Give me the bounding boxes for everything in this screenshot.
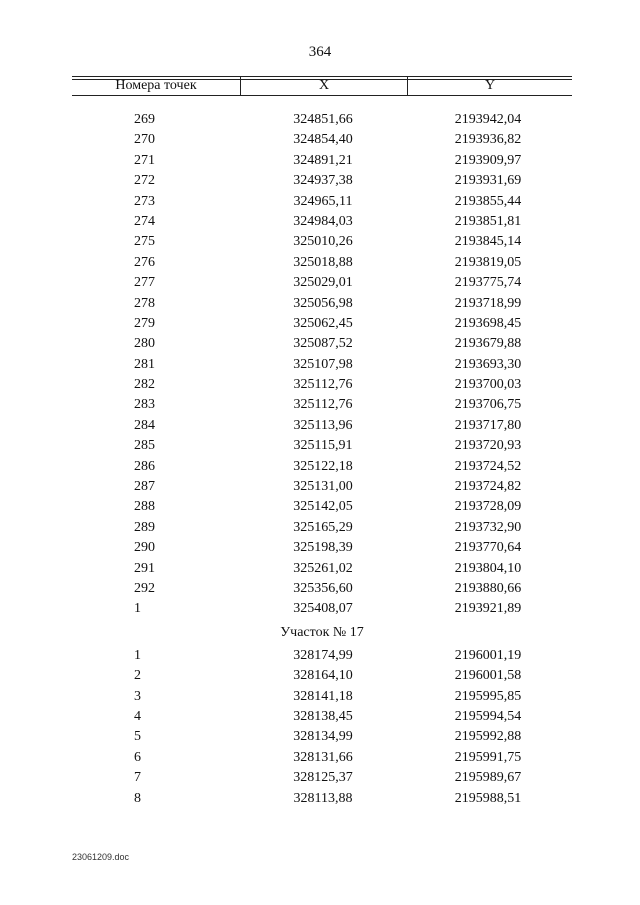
x-cell: 325087,52	[293, 336, 353, 352]
y-cell: 2193720,93	[454, 438, 522, 454]
y-cell: 2195994,54	[454, 708, 522, 724]
table-row	[72, 253, 572, 273]
point-number-cell: 279	[134, 315, 155, 331]
point-number-cell: 283	[134, 397, 155, 413]
table-row	[72, 707, 572, 727]
point-number-cell: 291	[134, 560, 155, 576]
table-row	[72, 727, 572, 747]
table-header	[72, 76, 572, 96]
point-number-cell: 2	[134, 668, 141, 684]
point-number-cell: 272	[134, 173, 155, 189]
point-number-cell: 288	[134, 499, 155, 515]
y-cell: 2193775,74	[454, 275, 522, 291]
point-number-cell: 271	[134, 152, 155, 168]
y-cell: 2196001,19	[454, 647, 522, 663]
point-number-cell: 284	[134, 417, 155, 433]
x-cell: 325107,98	[293, 356, 353, 372]
point-number-cell: 290	[134, 540, 155, 556]
point-number-cell: 277	[134, 275, 155, 291]
x-cell: 324965,11	[293, 193, 353, 209]
table-row	[72, 538, 572, 558]
y-cell: 2193679,88	[454, 336, 522, 352]
x-cell: 325261,02	[293, 560, 353, 576]
y-cell: 2193909,97	[454, 152, 522, 168]
y-cell: 2193724,52	[454, 458, 522, 474]
table-row	[72, 457, 572, 477]
point-number-cell: 289	[134, 519, 155, 535]
table-row	[72, 768, 572, 788]
table-row	[72, 334, 572, 354]
x-cell: 325198,39	[293, 540, 353, 556]
table-row	[72, 518, 572, 538]
y-cell: 2193942,04	[454, 112, 522, 127]
point-number-cell: 8	[134, 790, 141, 806]
table-row	[72, 212, 572, 232]
y-cell: 2193851,81	[454, 213, 522, 229]
table-row	[72, 130, 572, 150]
table-row	[72, 273, 572, 293]
y-cell: 2193931,69	[454, 173, 522, 189]
x-cell: 325115,91	[293, 438, 353, 454]
x-cell: 325131,00	[293, 479, 353, 495]
y-cell: 2195989,67	[454, 770, 522, 786]
y-cell: 2193819,05	[454, 254, 522, 270]
x-cell: 328134,99	[293, 729, 353, 745]
y-cell: 2195991,75	[454, 749, 522, 765]
y-cell: 2193845,14	[454, 234, 522, 250]
x-cell: 328125,37	[293, 770, 353, 786]
table-row	[72, 110, 572, 130]
header-x: X	[240, 77, 408, 95]
y-cell: 2195992,88	[454, 729, 522, 745]
point-number-cell: 1	[134, 601, 141, 617]
point-number-cell: 281	[134, 356, 155, 372]
table-body-part-1	[72, 110, 572, 620]
point-number-cell: 4	[134, 708, 141, 724]
x-cell: 324984,03	[293, 213, 353, 229]
x-cell: 324851,66	[293, 112, 353, 127]
x-cell: 328131,66	[293, 749, 353, 765]
table-row	[72, 559, 572, 579]
point-number-cell: 6	[134, 749, 141, 765]
y-cell: 2193770,64	[454, 540, 522, 556]
point-number-cell: 280	[134, 336, 155, 352]
point-number-cell: 292	[134, 580, 155, 596]
y-cell: 2196001,58	[454, 668, 522, 684]
y-cell: 2193700,03	[454, 377, 522, 393]
table-row	[72, 151, 572, 171]
table-body-part-2	[72, 646, 572, 809]
x-cell: 325112,76	[293, 377, 353, 393]
x-cell: 325408,07	[293, 601, 353, 617]
table-row	[72, 687, 572, 707]
point-number-cell: 274	[134, 213, 155, 229]
x-cell: 328138,45	[293, 708, 353, 724]
y-cell: 2195988,51	[454, 790, 522, 806]
point-number-cell: 269	[134, 112, 155, 127]
point-number-cell: 285	[134, 438, 155, 454]
table-row	[72, 355, 572, 375]
y-cell: 2193728,09	[454, 499, 522, 515]
point-number-cell: 282	[134, 377, 155, 393]
point-number-cell: 3	[134, 688, 141, 704]
x-cell: 328164,10	[293, 668, 353, 684]
point-number-cell: 286	[134, 458, 155, 474]
table-row	[72, 395, 572, 415]
x-cell: 328141,18	[293, 688, 353, 704]
y-cell: 2193693,30	[454, 356, 522, 372]
point-number-cell: 270	[134, 132, 155, 148]
table-row	[72, 748, 572, 768]
table-row	[72, 192, 572, 212]
x-cell: 325142,05	[293, 499, 353, 515]
table-row	[72, 294, 572, 314]
x-cell: 328174,99	[293, 647, 353, 663]
page-number: 364	[308, 44, 332, 60]
y-cell: 2193732,90	[454, 519, 522, 535]
x-cell: 325165,29	[293, 519, 353, 535]
x-cell: 324854,40	[293, 132, 353, 148]
point-number-cell: 273	[134, 193, 155, 209]
table-row	[72, 171, 572, 191]
x-cell: 325062,45	[293, 315, 353, 331]
x-cell: 325122,18	[293, 458, 353, 474]
table-row	[72, 477, 572, 497]
table-row	[72, 599, 572, 619]
y-cell: 2193698,45	[454, 315, 522, 331]
point-number-cell: 275	[134, 234, 155, 250]
y-cell: 2193880,66	[454, 580, 522, 596]
table-row	[72, 497, 572, 517]
x-cell: 325112,76	[293, 397, 353, 413]
y-cell: 2193921,89	[454, 601, 522, 617]
point-number-cell: 7	[134, 770, 141, 786]
point-number-cell: 276	[134, 254, 155, 270]
x-cell: 325113,96	[293, 417, 353, 433]
table-row	[72, 314, 572, 334]
x-cell: 325010,26	[293, 234, 353, 250]
x-cell: 328113,88	[293, 790, 353, 806]
y-cell: 2193724,82	[454, 479, 522, 495]
y-cell: 2193804,10	[454, 560, 522, 576]
table-row	[72, 436, 572, 456]
table-row	[72, 416, 572, 436]
table-row	[72, 232, 572, 252]
table-row	[72, 789, 572, 809]
y-cell: 2195995,85	[454, 688, 522, 704]
footer-filename: 23061209.doc	[72, 852, 130, 862]
table-row	[72, 666, 572, 686]
x-cell: 325356,60	[293, 580, 353, 596]
section-title: Участок № 17	[280, 624, 364, 640]
x-cell: 325018,88	[293, 254, 353, 270]
point-number-cell: 278	[134, 295, 155, 311]
table-row	[72, 579, 572, 599]
y-cell: 2193855,44	[454, 193, 522, 209]
x-cell: 324891,21	[293, 152, 353, 168]
y-cell: 2193706,75	[454, 397, 522, 413]
point-number-cell: 5	[134, 729, 141, 745]
x-cell: 324937,38	[293, 173, 353, 189]
coordinates-table	[72, 76, 572, 809]
x-cell: 325029,01	[293, 275, 353, 291]
point-number-cell: 287	[134, 479, 155, 495]
table-row	[72, 375, 572, 395]
point-number-cell: 1	[134, 647, 141, 663]
y-cell: 2193936,82	[454, 132, 522, 148]
header-point-numbers: Номера точек	[115, 78, 197, 93]
header-y: Y	[484, 78, 496, 93]
y-cell: 2193718,99	[454, 295, 522, 311]
y-cell: 2193717,80	[454, 417, 522, 433]
table-row	[72, 646, 572, 666]
x-cell: 325056,98	[293, 295, 353, 311]
